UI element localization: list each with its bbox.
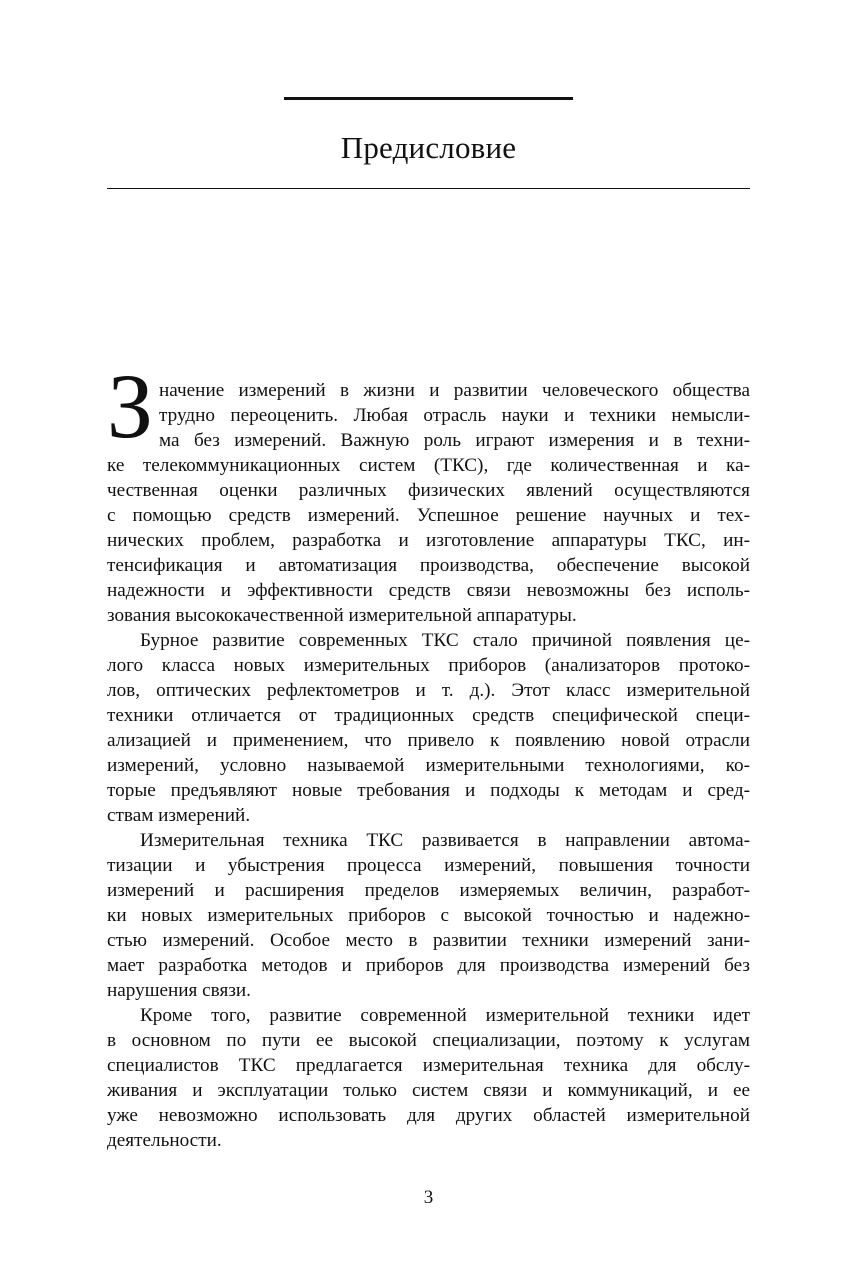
text-line: чественная оценки различных физических явлений осуществляются [107,480,750,501]
text-line: Кроме того, развитие современной измерительной техники идет [140,1005,750,1026]
body-text [107,378,750,1153]
text-line: техники отличается от традиционных средств специфической специ- [107,705,750,726]
text-line: уже невозможно использовать для других областей измерительной [107,1105,750,1126]
text-line: в основном по пути ее высокой специализации, поэтому к услугам [107,1030,750,1051]
text-line: тизации и убыстрения процесса измерений, повышения точности [107,855,750,876]
text-line: мает разработка методов и приборов для производства измерений без [107,955,750,976]
text-line: живания и эксплуатации только систем связи и коммуникаций, и ее [107,1080,750,1101]
drop-cap: З [107,355,154,457]
text-line: измерений и расширения пределов измеряемых величин, разработ- [107,880,750,901]
top-decorative-rule [284,97,573,100]
text-line: зования высококачественной измерительной аппаратуры. [107,605,577,626]
text-line: ке телекоммуникационных систем (ТКС), где количественная и ка- [107,455,750,476]
text-line: трудно переоценить. Любая отрасль науки и техники немысли- [159,405,750,426]
text-line: надежности и эффективности средств связи невозможны без исполь- [107,580,750,601]
title-underline-rule [107,188,750,189]
text-line: деятельности. [107,1130,222,1151]
text-line: с помощью средств измерений. Успешное решение научных и тех- [107,505,750,526]
text-line: Бурное развитие современных ТКС стало причиной появления це- [140,630,750,651]
page-title: Предисловие [340,130,517,165]
text-line: ма без измерений. Важную роль играют измерения и в техни- [159,430,750,451]
text-line: измерений, условно называемой измерительными технологиями, ко- [107,755,750,776]
text-line: лов, оптических рефлектометров и т. д.). Этот класс измерительной [107,680,750,701]
text-line: ки новых измерительных приборов с высокой точностью и надежно- [107,905,750,926]
text-line: нарушения связи. [107,980,251,1001]
text-line: начение измерений в жизни и развитии человеческого общества [159,380,750,401]
text-line: специалистов ТКС предлагается измерительная техника для обслу- [107,1055,750,1076]
text-line: торые предъявляют новые требования и подходы к методам и сред- [107,780,750,801]
text-line: стью измерений. Особое место в развитии техники измерений зани- [107,930,750,951]
text-line: лого класса новых измерительных приборов (анализаторов протоко- [107,655,750,676]
page-number: 3 [423,1187,434,1208]
text-line: тенсификация и автоматизация производства, обеспечение высокой [107,555,750,576]
text-line: ализацией и применением, что привело к появлению новой отрасли [107,730,750,751]
text-line: ствам измерений. [107,805,251,826]
text-line: нических проблем, разработка и изготовление аппаратуры ТКС, ин- [107,530,750,551]
text-line: Измерительная техника ТКС развивается в направлении автома- [140,830,750,851]
